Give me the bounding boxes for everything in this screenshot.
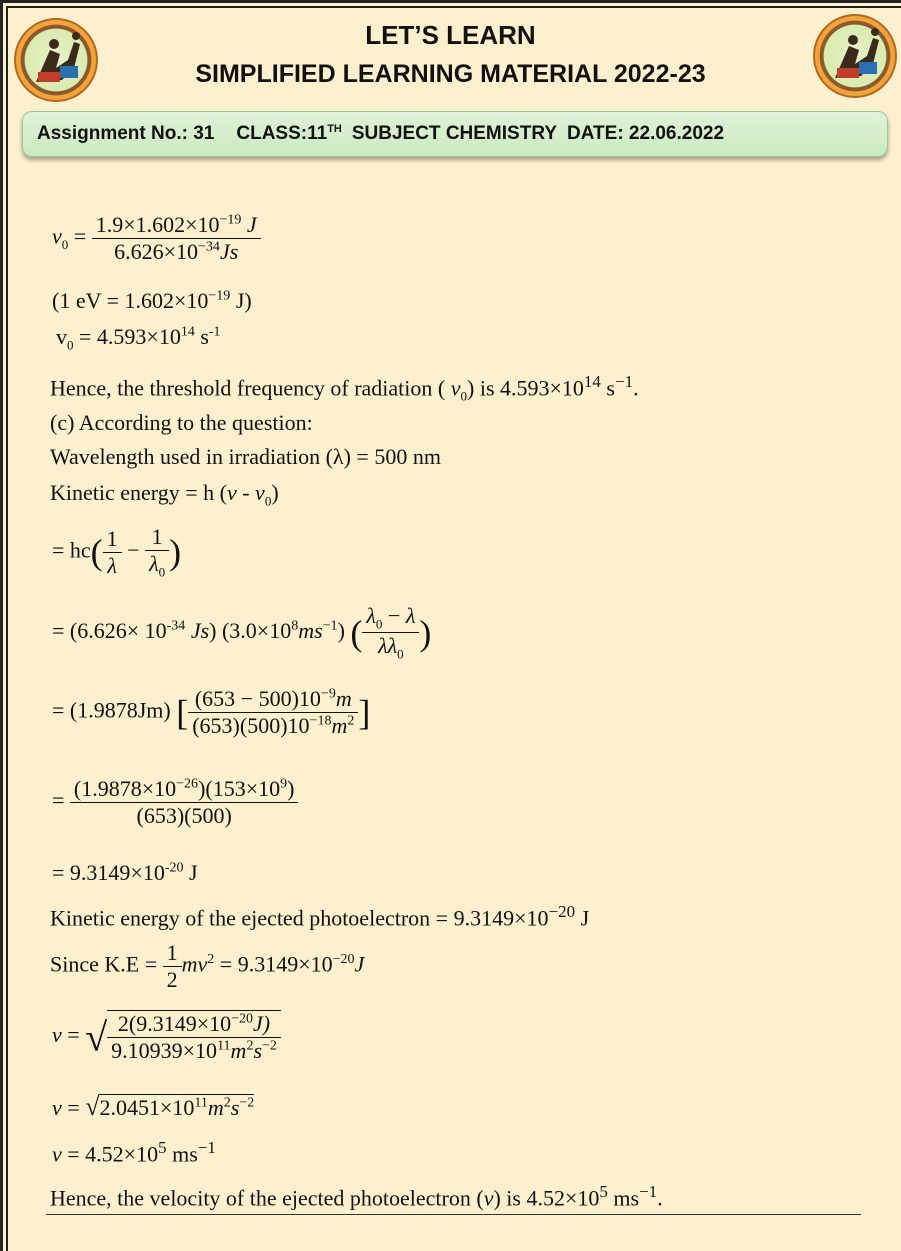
result-energy: = $9.3149\times 10^{-20}$ J xyxy=(52,860,198,885)
title-line2: SIMPLIFIED LEARNING MATERIAL 2022-23 xyxy=(195,60,706,88)
ke-ejected: Kinetic energy of the ejected photoelectron = $9.3149\times 10^{-20}$ J xyxy=(50,902,590,931)
kinetic-energy-def: Kinetic energy = h $(v - v_0)$ xyxy=(50,480,279,509)
eq-step2: = ($6.626\times 10^{-34}$ Js) $(3.0\times 10^8ms^{-1})$ ( $\frac{\lambda_0 - \lambda}{\lambda\lambda_0}$ ) xyxy=(52,603,432,662)
eq-hc: = hc( $\frac{1}{\lambda}$ − $\frac{1}{\lambda_0}$ ) xyxy=(52,524,182,580)
class-sup: TH xyxy=(327,123,342,135)
eq-v-sqrt: v = √ $\frac{2(9.3149\times 10^{-20}J)}{9.10939\times 10^{11}m^2s^{-2}}$ xyxy=(52,1010,281,1064)
v0-result: $v_0 = 4.593\times 10^{14}$ $s^{-1}$ xyxy=(56,324,221,353)
header xyxy=(0,0,901,170)
title-line1: LET’S LEARN xyxy=(365,20,536,50)
v-final: $v = 4.52\times 10^5$ $ms^{-1}$ xyxy=(52,1138,216,1167)
date-label: DATE: 22.06.2022 xyxy=(567,123,725,144)
ev-note: (1 eV = $1.602\times 10^{-19}$ J) xyxy=(52,288,252,313)
assignment-number: Assignment No.: 31 xyxy=(37,123,215,144)
assignment-bar xyxy=(22,111,888,157)
part-c: (c) According to the question: xyxy=(50,410,313,435)
bottom-rule xyxy=(46,1214,861,1215)
subject-label: SUBJECT CHEMISTRY xyxy=(351,123,558,144)
hence-velocity: Hence, the velocity of the ejected photoelectron (v) is $4.52\times 10^5$ $ms^{-1}$. xyxy=(50,1182,663,1211)
eq-v-line2: $v = √2.0451\times 10^{11}m^2s^{-2}$ xyxy=(52,1092,255,1121)
wavelength: Wavelength used in irradiation (λ) = 500 nm xyxy=(50,444,441,469)
hence-threshold: Hence, the threshold frequency of radiation ( $v_0$) is $4.593\times 10^{14}$ $s^{-1}$. xyxy=(50,372,639,404)
since-ke: Since K.E = $\frac{1}{2}$ $mv^2 = 9.3149\times 10^{-20}J$ xyxy=(50,940,365,992)
eq-step4: = $\frac{(1.9878\times 10^{-26})(153\times 10^9)}{(653)(500)}$ xyxy=(52,776,298,829)
eq-step3: = (1.9878Jm) [ $\frac{(653 - 500)10^{-9}m}{(653)(500)10^{-18}m^2}$ ] xyxy=(52,686,371,738)
eq-v0-fraction: $v_0$ = $\frac{1.9\times 1.602\times 10^{-19} J}{6.626\times 10^{-34}Js}$ xyxy=(52,212,261,265)
class-label: CLASS:11 xyxy=(236,123,328,144)
